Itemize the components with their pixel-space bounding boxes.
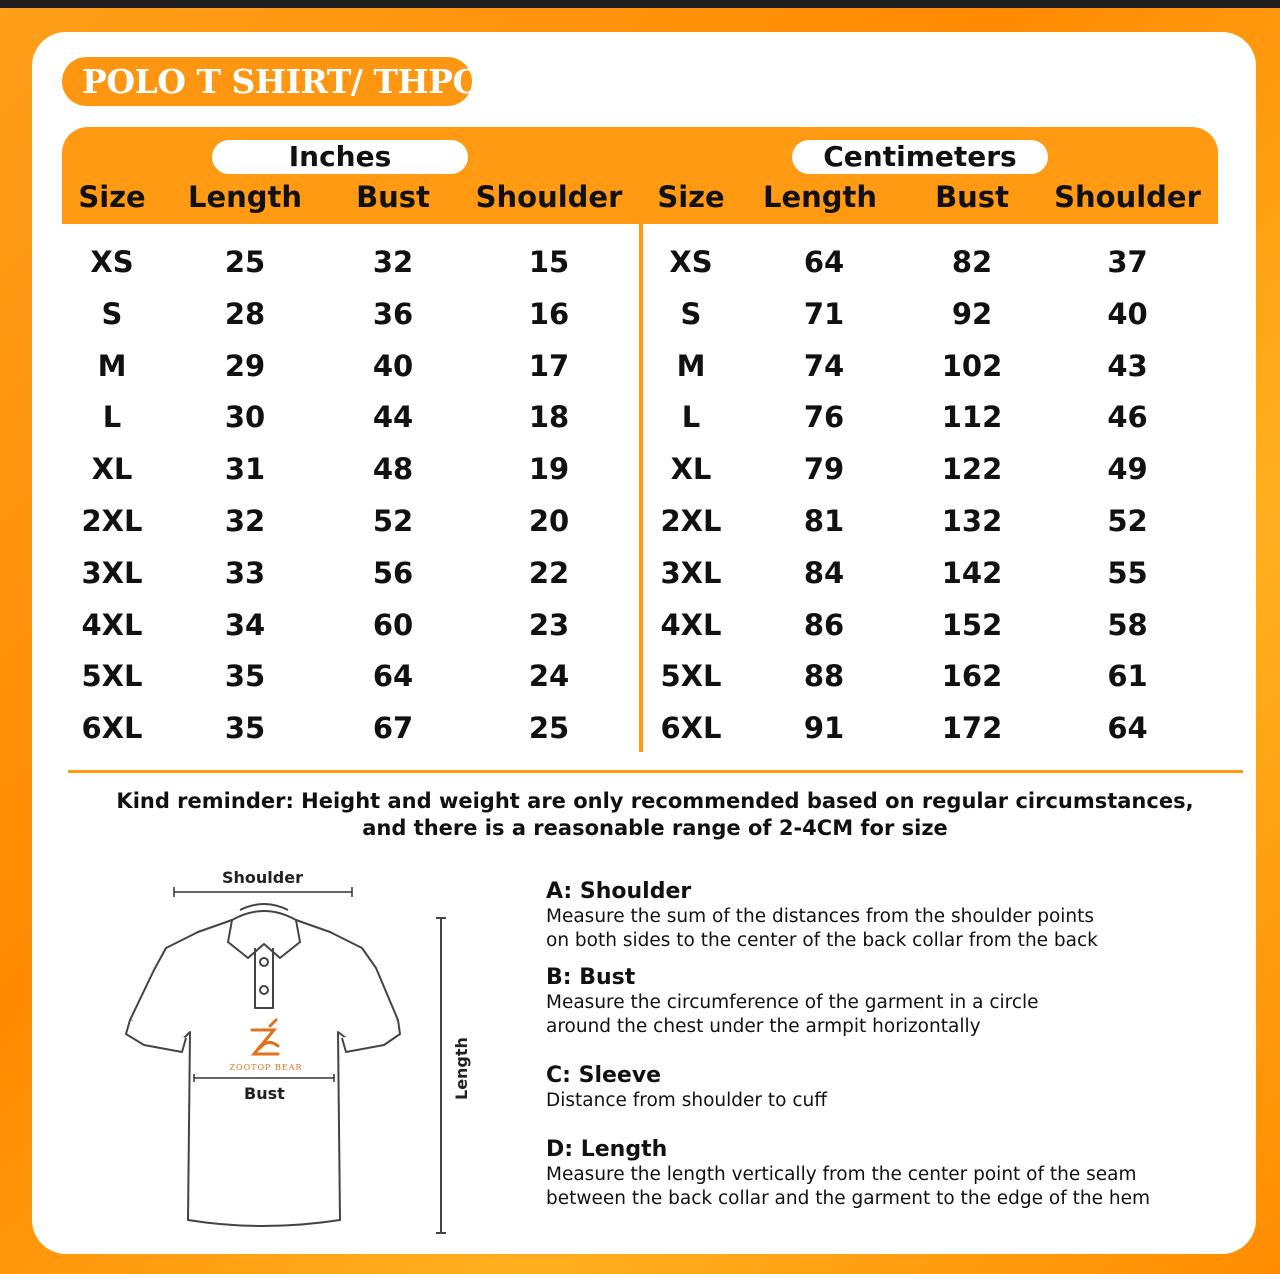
table-cell-bust-in: 56 <box>372 556 414 590</box>
table-cell-size-cm: 4XL <box>660 608 722 642</box>
measure-bust-desc-2: around the chest under the armpit horizontally <box>546 1016 981 1037</box>
table-cell-shoulder-cm: 49 <box>1107 452 1148 486</box>
table-cell-length-cm: 81 <box>803 504 845 538</box>
table-cell-length-in: 28 <box>224 297 266 331</box>
table-cell-size-cm: M <box>676 349 706 383</box>
measure-length-desc-1: Measure the length vertically from the center point of the seam <box>546 1164 1137 1185</box>
logo-text: ZOOTOP BEAR <box>229 1063 303 1072</box>
table-cell-shoulder-cm: 46 <box>1107 400 1148 434</box>
measure-shoulder-desc-2: on both sides to the center of the back collar from the back <box>546 930 1098 951</box>
table-cell-bust-in: 48 <box>372 452 414 486</box>
table-cell-size-cm: XL <box>670 452 712 486</box>
header-inches-length: Length <box>187 180 303 214</box>
table-cell-bust-cm: 142 <box>941 556 1003 590</box>
table-cell-bust-in: 36 <box>372 297 414 331</box>
table-cell-bust-in: 32 <box>372 245 414 279</box>
length-label: Length <box>452 1037 471 1100</box>
unit-label-inches: Inches <box>212 140 468 174</box>
table-cell-bust-in: 40 <box>372 349 414 383</box>
polo-shirt-diagram <box>110 880 490 1240</box>
table-cell-bust-cm: 82 <box>951 245 993 279</box>
table-cell-shoulder-in: 23 <box>528 608 570 642</box>
table-cell-length-cm: 88 <box>803 659 845 693</box>
measure-bust-desc-1: Measure the circumference of the garment in a circle <box>546 992 1039 1013</box>
reminder-line-1: Kind reminder: Height and weight are only recommended based on regular circumstances, <box>116 789 1194 813</box>
header-cm-shoulder: Shoulder <box>1054 180 1201 214</box>
length-measure-line <box>436 918 446 1233</box>
table-cell-shoulder-cm: 37 <box>1107 245 1148 279</box>
measure-length-title: D: Length <box>546 1137 668 1162</box>
table-cell-length-in: 25 <box>224 245 266 279</box>
table-cell-shoulder-in: 16 <box>528 297 570 331</box>
table-cell-size-cm: L <box>681 400 701 434</box>
measure-bust-title: B: Bust <box>546 965 636 990</box>
table-cell-bust-cm: 92 <box>951 297 993 331</box>
table-cell-length-in: 35 <box>224 711 266 745</box>
table-cell-size-in: 6XL <box>81 711 143 745</box>
page-title: POLO T SHIRT/ THPO <box>82 62 481 101</box>
table-cell-size-cm: XS <box>669 245 713 279</box>
table-cell-bust-in: 52 <box>372 504 414 538</box>
table-cell-size-cm: S <box>680 297 702 331</box>
table-cell-shoulder-cm: 55 <box>1107 556 1148 590</box>
table-cell-shoulder-cm: 52 <box>1107 504 1148 538</box>
table-cell-size-in: 2XL <box>81 504 143 538</box>
measure-sleeve-desc-1: Distance from shoulder to cuff <box>546 1090 827 1111</box>
table-cell-shoulder-cm: 40 <box>1107 297 1148 331</box>
table-cell-shoulder-cm: 43 <box>1107 349 1148 383</box>
kind-reminder <box>70 788 1240 842</box>
table-cell-length-cm: 74 <box>803 349 845 383</box>
table-cell-size-in: L <box>102 400 122 434</box>
table-cell-shoulder-cm: 58 <box>1107 608 1148 642</box>
table-cell-length-in: 33 <box>224 556 266 590</box>
table-cell-length-in: 31 <box>224 452 266 486</box>
table-cell-bust-in: 44 <box>372 400 414 434</box>
measure-shoulder-title: A: Shoulder <box>546 879 692 904</box>
table-cell-shoulder-in: 18 <box>528 400 570 434</box>
unit-label-centimeters: Centimeters <box>792 140 1048 174</box>
table-cell-shoulder-in: 22 <box>528 556 570 590</box>
header-cm-bust: Bust <box>935 180 1009 214</box>
bust-label: Bust <box>244 1084 285 1103</box>
table-cell-size-in: M <box>97 349 127 383</box>
table-cell-size-in: S <box>101 297 123 331</box>
header-inches-bust: Bust <box>356 180 430 214</box>
header-cm-length: Length <box>762 180 878 214</box>
section-divider <box>68 770 1243 773</box>
table-cell-size-cm: 6XL <box>660 711 722 745</box>
table-cell-size-cm: 2XL <box>660 504 722 538</box>
shoulder-measure-line <box>174 887 352 897</box>
table-cell-bust-cm: 112 <box>941 400 1003 434</box>
table-cell-size-in: 5XL <box>81 659 143 693</box>
header-inches-size: Size <box>78 180 146 214</box>
table-cell-shoulder-cm: 64 <box>1107 711 1148 745</box>
table-cell-size-in: 3XL <box>81 556 143 590</box>
table-cell-bust-in: 67 <box>372 711 414 745</box>
table-cell-length-in: 32 <box>224 504 266 538</box>
window-top-bar <box>0 0 1280 8</box>
table-cell-size-in: XL <box>91 452 133 486</box>
table-cell-shoulder-in: 25 <box>528 711 570 745</box>
table-cell-length-cm: 84 <box>803 556 845 590</box>
table-cell-length-in: 35 <box>224 659 266 693</box>
table-cell-length-cm: 79 <box>803 452 845 486</box>
table-cell-bust-cm: 172 <box>941 711 1003 745</box>
table-cell-shoulder-in: 17 <box>528 349 570 383</box>
shoulder-label: Shoulder <box>222 868 303 887</box>
table-cell-size-cm: 5XL <box>660 659 722 693</box>
measure-shoulder-desc-1: Measure the sum of the distances from the shoulder points <box>546 906 1095 927</box>
table-cell-shoulder-cm: 61 <box>1107 659 1148 693</box>
table-cell-bust-cm: 152 <box>941 608 1003 642</box>
table-cell-size-cm: 3XL <box>660 556 722 590</box>
table-cell-length-in: 29 <box>224 349 266 383</box>
table-cell-length-in: 30 <box>224 400 266 434</box>
table-cell-length-cm: 86 <box>803 608 845 642</box>
header-cm-size: Size <box>657 180 725 214</box>
table-cell-length-cm: 91 <box>803 711 845 745</box>
table-cell-length-cm: 64 <box>803 245 845 279</box>
table-cell-bust-cm: 162 <box>941 659 1003 693</box>
table-cell-shoulder-in: 20 <box>528 504 570 538</box>
table-cell-length-cm: 76 <box>803 400 845 434</box>
table-cell-bust-cm: 132 <box>941 504 1003 538</box>
table-cell-shoulder-in: 24 <box>528 659 570 693</box>
table-cell-bust-cm: 122 <box>941 452 1003 486</box>
reminder-line-2: and there is a reasonable range of 2-4CM for size <box>362 816 948 840</box>
table-cell-size-in: 4XL <box>81 608 143 642</box>
table-cell-shoulder-in: 15 <box>528 245 570 279</box>
table-cell-length-in: 34 <box>224 608 266 642</box>
table-cell-length-cm: 71 <box>803 297 845 331</box>
measure-sleeve-title: C: Sleeve <box>546 1063 662 1088</box>
header-inches-shoulder: Shoulder <box>475 180 623 214</box>
table-cell-bust-in: 60 <box>372 608 414 642</box>
measure-length-desc-2: between the back collar and the garment to the edge of the hem <box>546 1188 1151 1209</box>
table-cell-size-in: XS <box>90 245 134 279</box>
table-cell-bust-cm: 102 <box>941 349 1003 383</box>
table-cell-bust-in: 64 <box>372 659 414 693</box>
table-cell-shoulder-in: 19 <box>528 452 570 486</box>
